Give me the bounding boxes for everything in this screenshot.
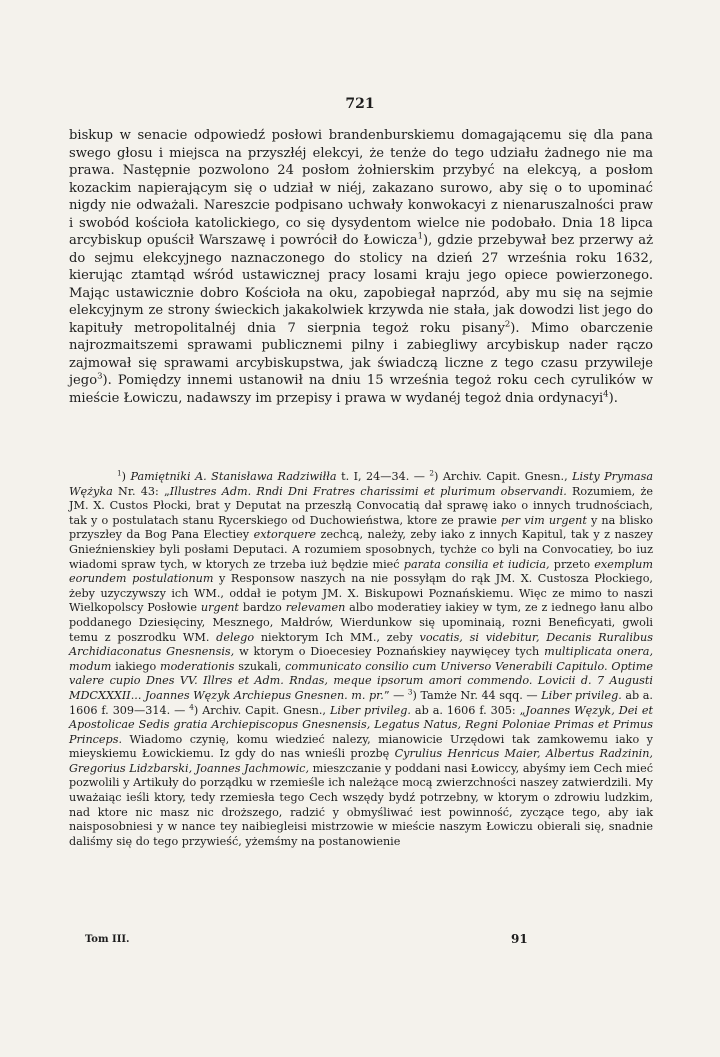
text-run: Rozumiem, że JM. X. Custos Płocki, brat y Deputat na przeszłą Convocatią dał sprawę iako o innych trudnościach, tak y o postulatach stanu Rycerskiego od Duchowieństwa, ktore ze prawie <box>69 484 653 527</box>
italic-text: urgent <box>200 601 239 615</box>
italic-text: multiplicata onera, modum <box>69 645 653 673</box>
italic-text: per vim urgent <box>500 513 587 527</box>
italic-text: exemplum eorundem postulationum <box>69 557 653 586</box>
sheet-number: 91 <box>511 932 528 946</box>
text-run: przeto <box>549 557 595 571</box>
text-run: niektorym Ich MM., zeby <box>254 630 420 644</box>
text-run: szukali, <box>234 659 286 673</box>
italic-text: delego <box>216 630 255 644</box>
page-number: 721 <box>345 96 375 112</box>
text-run: ) Archiv. Capit. Gnesn., <box>193 703 330 717</box>
footnotes <box>69 470 653 849</box>
text-run: y Responsow naszych na nie possyłąm do rąk JM. X. Custosza Płockiego, żeby uzyczywszy ich WM., oddał ie potym JM. X. Biskupowi Poznańskiemu. Więc ze mimo to naszi Wielkopolscy Posłowie <box>69 572 653 615</box>
text-run: Wiadomo czynię, komu wiedzieć nalezy, mianowicie Urzędowi tak zamkowemu iako y mieyskiemu Łowickiemu. Iz gdy do nas wnieśli prozbę <box>69 732 653 761</box>
text-run: y na blisko przyszłey da Bog Pana Electiey <box>69 513 653 542</box>
text-run: albo moderatiey iakiey w tym, ze z iednego łanu albo poddanego Dziesięciny, Mesznego, Małdrów, Wierdunkow się upominaią, rozni Beneficyati, gwoli temu z poszrodku WM. <box>69 601 653 644</box>
text-run: zechcą, należy, zeby iako z innych Kapitul, tak y z naszey Gnieźnienskiey byli posłami Deputaci. A rozumiem sposobnych, tychże co byli na Convocatiey, bo iuz wiadomi spraw tych, w ktorych ze trzeba iuż będzie mieć <box>69 528 653 571</box>
text-run: mieszczanie y poddani nasi Łowiccy, abyśmy iem Cech mieć pozwolili y Artikuły do porządku w rzemieśle ich należące mocą zwierzchności naszey zatwierdzili. My uważaiąc ieśli ktory, tedy rzemiesła tego Cech wszędy bydź potrzebny, w ktorym o zdrowiu ludzkim, nad ktore nic masz nic droższego, radzić y obmyśliwać iest powinność, zyczące tego, aby iak naisposobniesi y w nance tey naibiegleisi mistrzowie w mieście naszym Łowiczu obierali się, snadnie daliśmy się do tego przywieść, yżemśmy na postanowienie <box>69 761 653 848</box>
footnote-marker: 2 <box>504 319 511 330</box>
text-run: ) Tamże Nr. 44 sqq. — <box>412 688 542 702</box>
text-run: ). Mimo obarczenie najrozmaitszemi sprawami publicznemi pilny i zabiegliwy arcybiskup nader rączo zajmował się sprawami arcybiskupstwa, jak świadczą liczne z tego czasu przywileje jego <box>69 320 653 388</box>
text-run: ) Archiv. Capit. Gnesn., <box>434 470 573 483</box>
italic-text: Liber privileg. <box>329 703 411 717</box>
main-text <box>69 127 653 407</box>
text-run: ab a. 1606 f. 309—314. — <box>69 688 653 717</box>
text-run: iakiego <box>111 659 161 673</box>
footnote-marker: 1 <box>417 231 423 242</box>
footnote-marker: 1 <box>117 468 122 478</box>
volume-signature: Tom III. <box>85 934 130 945</box>
text-run: ab a. 1606 f. 305: „ <box>410 703 526 717</box>
text-run: ) <box>121 470 131 483</box>
italic-text: Liber privileg. <box>541 688 622 702</box>
italic-text: Pamiętniki A. Stanisława Radziwiłła <box>130 470 337 483</box>
footnote-marker: 3 <box>97 371 103 382</box>
text-run: ” — <box>383 688 408 702</box>
italic-text: vocatis, si videbitur, Decanis Ruralibus Archidiaconatus Gnesnensis, <box>69 630 653 659</box>
text-run: w ktorym o Dioecesiey Poznańskiey naywięcey tych <box>234 645 545 659</box>
italic-text: Cyrulius Henricus Maier, Albertus Radzinin, Gregorius Lidzbarski, Joannes Jachmowic, <box>69 747 653 775</box>
text-run: ). Pomiędzy innemi ustanowił na dniu 15 września tegoż roku cech cyrulików w mieście Łowiczu, nadawszy im przepisy i prawa w wydanéj tegoż dnia ordynacyi <box>69 373 653 406</box>
footnote-marker: 3 <box>407 687 413 697</box>
text-run: biskup w senacie odpowiedź posłowi brandenburskiemu domagającemu się dla pana swego głosu i miejsca na przyszłéj elekcyi, że tenże do tego udziału żadnego nie ma prawa. Następnie pozwolono 24 posłom żołnierskim przybyć na elekcyą, a posłom kozackim napierającym się o udział w niéj, zakazano surowo, aby się o to upominać nigdy nie odważali. Nareszcie podpisano uchwały konwokacyi z nienaruszalności praw i swobód kościoła katolickiego, co się dysydentom wielce nie podobało. Dnia 18 lipca arcybiskup opuścił Warszawę i powrócił do Łowicza <box>69 128 653 248</box>
italic-text: relevamen <box>285 601 346 615</box>
italic-text: Listy Prymasa Wężyka <box>69 470 654 498</box>
italic-text: parata consilia et iudicia, <box>403 557 550 571</box>
main-paragraph <box>69 127 653 407</box>
text-run: ), gdzie przebywał bez przerwy aż do sejmu elekcyjnego naznaczonego do stolicy na dzień 27 września roku 1632, kierując ztamtąd wśród ustawicznej pracy losami kraju jego opiece powierzonego. Mając ustawicznie dobro Kościoła na oku, zapobiegał naprzód, aby mu się na sejmie elekcyjnym ze strony świeckich jakakolwiek krzywda nie stała, jak dowodzi list jego do kapituły metropolitalnéj dnia 7 sierpnia tegoż roku pisany <box>69 233 653 336</box>
italic-text: extorquere <box>253 528 317 542</box>
footnotes-paragraph <box>69 470 653 849</box>
footnote-marker: 4 <box>189 701 194 711</box>
text-run: Nr. 43: „ <box>112 484 170 498</box>
text-run: ). <box>608 390 618 406</box>
italic-text: communicato consilio cum Universo Venerabili Capitulo. Optime valere cupio Dnes VV. Illres et Adm. Rndas, meque ipsorum amori commendo. Lovicii d. 7 Augusti MDCXXXII... Joannes Węzyk Archiepus Gnesnen. m. pr. <box>69 659 653 702</box>
page-footer <box>69 934 653 950</box>
text-run: bardzo <box>238 601 286 615</box>
italic-text: moderationis <box>160 659 235 673</box>
footnote-marker: 2 <box>429 468 434 478</box>
footnote-marker: 4 <box>603 389 609 400</box>
italic-text: Joannes Węzyk, Dei et Apostolicae Sedis gratia Archiepiscopus Gnesnensis, Legatus Natus, Regni Poloniae Primas et Primus Princeps. <box>69 703 653 746</box>
text-run: t. I, 24—34. — <box>336 470 430 483</box>
italic-text: Illustres Adm. Rndi Dni Fratres charissimi et plurimum observandi. <box>169 484 567 498</box>
